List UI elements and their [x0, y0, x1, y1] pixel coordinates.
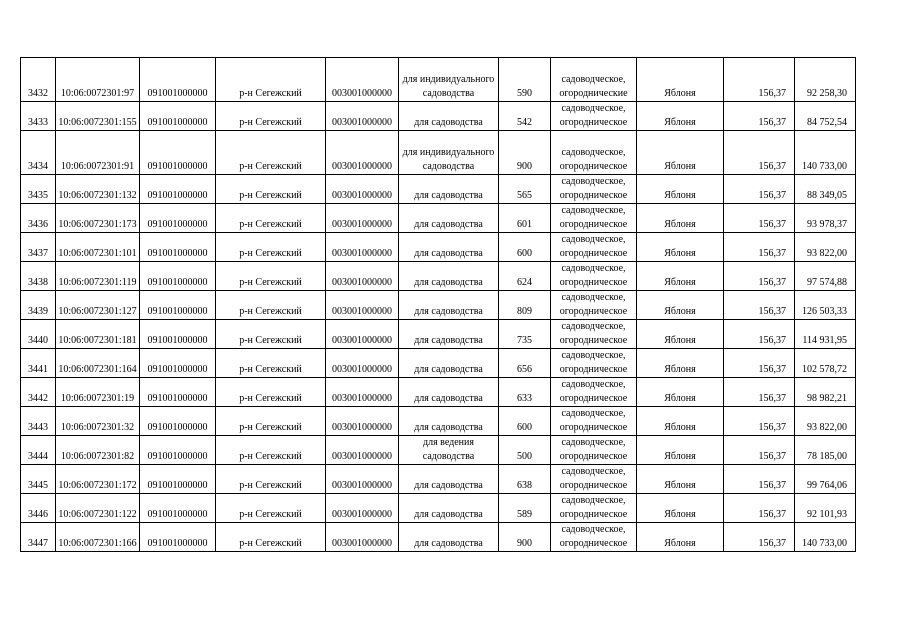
settlement-code: 003001000000	[326, 523, 399, 552]
land-area: 565	[499, 175, 551, 204]
oktmo-code: 091001000000	[140, 204, 216, 233]
cadastral-number: 10:06:0072301:132	[56, 175, 140, 204]
settlement-code: 003001000000	[326, 58, 399, 102]
specific-value: 156,37	[724, 349, 795, 378]
specific-value: 156,37	[724, 465, 795, 494]
district-name: р-н Сегежский	[216, 291, 326, 320]
oktmo-code: 091001000000	[140, 291, 216, 320]
district-name: р-н Сегежский	[216, 494, 326, 523]
crop-name: Яблоня	[637, 262, 724, 291]
cadastral-number: 10:06:0072301:164	[56, 349, 140, 378]
permitted-use: для садоводства	[399, 349, 499, 378]
row-number: 3436	[21, 204, 56, 233]
land-category: садоводческое, огородническое	[551, 131, 637, 175]
row-number: 3439	[21, 291, 56, 320]
oktmo-code: 091001000000	[140, 58, 216, 102]
row-number: 3440	[21, 320, 56, 349]
oktmo-code: 091001000000	[140, 407, 216, 436]
cadastral-number: 10:06:0072301:127	[56, 291, 140, 320]
oktmo-code: 091001000000	[140, 436, 216, 465]
table-row	[21, 131, 856, 175]
crop-name: Яблоня	[637, 131, 724, 175]
land-category: садоводческое, огородническое	[551, 436, 637, 465]
permitted-use: для садоводства	[399, 320, 499, 349]
land-category: садоводческое, огородническое	[551, 175, 637, 204]
land-area: 633	[499, 378, 551, 407]
oktmo-code: 091001000000	[140, 131, 216, 175]
oktmo-code: 091001000000	[140, 465, 216, 494]
land-category: садоводческое, огородническое	[551, 378, 637, 407]
specific-value: 156,37	[724, 131, 795, 175]
land-area: 656	[499, 349, 551, 378]
land-category: садоводческое, огородническое	[551, 523, 637, 552]
row-number: 3437	[21, 233, 56, 262]
table-row	[21, 349, 856, 378]
settlement-code: 003001000000	[326, 378, 399, 407]
land-area: 624	[499, 262, 551, 291]
land-category: садоводческое, огородническое	[551, 102, 637, 131]
district-name: р-н Сегежский	[216, 131, 326, 175]
cadastral-value: 88 349,05	[795, 175, 856, 204]
crop-name: Яблоня	[637, 436, 724, 465]
row-number: 3438	[21, 262, 56, 291]
specific-value: 156,37	[724, 378, 795, 407]
crop-name: Яблоня	[637, 407, 724, 436]
cadastral-value: 99 764,06	[795, 465, 856, 494]
cadastral-number: 10:06:0072301:101	[56, 233, 140, 262]
specific-value: 156,37	[724, 175, 795, 204]
settlement-code: 003001000000	[326, 494, 399, 523]
row-number: 3434	[21, 131, 56, 175]
land-area: 735	[499, 320, 551, 349]
row-number: 3433	[21, 102, 56, 131]
permitted-use: для садоводства	[399, 494, 499, 523]
crop-name: Яблоня	[637, 494, 724, 523]
land-area: 542	[499, 102, 551, 131]
cadastral-number: 10:06:0072301:166	[56, 523, 140, 552]
cadastral-number: 10:06:0072301:97	[56, 58, 140, 102]
land-category: садоводческое, огородническое	[551, 204, 637, 233]
land-area: 600	[499, 233, 551, 262]
cadastral-number: 10:06:0072301:155	[56, 102, 140, 131]
specific-value: 156,37	[724, 523, 795, 552]
crop-name: Яблоня	[637, 204, 724, 233]
permitted-use: для индивидуального садоводства	[399, 58, 499, 102]
cadastral-number: 10:06:0072301:172	[56, 465, 140, 494]
specific-value: 156,37	[724, 436, 795, 465]
oktmo-code: 091001000000	[140, 233, 216, 262]
table-row	[21, 320, 856, 349]
cadastral-number: 10:06:0072301:32	[56, 407, 140, 436]
crop-name: Яблоня	[637, 233, 724, 262]
cadastral-number: 10:06:0072301:91	[56, 131, 140, 175]
district-name: р-н Сегежский	[216, 465, 326, 494]
table-row	[21, 407, 856, 436]
land-category: садоводческое, огородническое	[551, 291, 637, 320]
permitted-use: для садоводства	[399, 175, 499, 204]
land-category: садоводческое, огородническое	[551, 262, 637, 291]
cadastral-number: 10:06:0072301:181	[56, 320, 140, 349]
specific-value: 156,37	[724, 233, 795, 262]
table-row	[21, 494, 856, 523]
cadastral-number: 10:06:0072301:119	[56, 262, 140, 291]
land-area: 601	[499, 204, 551, 233]
district-name: р-н Сегежский	[216, 58, 326, 102]
permitted-use: для садоводства	[399, 262, 499, 291]
permitted-use: для садоводства	[399, 233, 499, 262]
cadastral-value: 92 258,30	[795, 58, 856, 102]
specific-value: 156,37	[724, 320, 795, 349]
land-category: садоводческое, огородническое	[551, 465, 637, 494]
cadastral-value: 126 503,33	[795, 291, 856, 320]
settlement-code: 003001000000	[326, 465, 399, 494]
cadastral-value-table	[20, 57, 856, 552]
land-category: садоводческое, огородническое	[551, 349, 637, 378]
land-area: 638	[499, 465, 551, 494]
cadastral-value: 114 931,95	[795, 320, 856, 349]
permitted-use: для садоводства	[399, 378, 499, 407]
settlement-code: 003001000000	[326, 175, 399, 204]
permitted-use: для индивидуального садоводства	[399, 131, 499, 175]
land-category: садоводческое, огороднические	[551, 58, 637, 102]
settlement-code: 003001000000	[326, 204, 399, 233]
table-row	[21, 204, 856, 233]
permitted-use: для садоводства	[399, 407, 499, 436]
row-number: 3447	[21, 523, 56, 552]
land-area: 589	[499, 494, 551, 523]
oktmo-code: 091001000000	[140, 523, 216, 552]
settlement-code: 003001000000	[326, 320, 399, 349]
oktmo-code: 091001000000	[140, 102, 216, 131]
specific-value: 156,37	[724, 291, 795, 320]
table-row	[21, 523, 856, 552]
crop-name: Яблоня	[637, 378, 724, 407]
row-number: 3432	[21, 58, 56, 102]
settlement-code: 003001000000	[326, 233, 399, 262]
cadastral-value: 140 733,00	[795, 523, 856, 552]
crop-name: Яблоня	[637, 175, 724, 204]
district-name: р-н Сегежский	[216, 262, 326, 291]
district-name: р-н Сегежский	[216, 436, 326, 465]
crop-name: Яблоня	[637, 320, 724, 349]
cadastral-number: 10:06:0072301:19	[56, 378, 140, 407]
district-name: р-н Сегежский	[216, 523, 326, 552]
land-area: 590	[499, 58, 551, 102]
row-number: 3444	[21, 436, 56, 465]
oktmo-code: 091001000000	[140, 378, 216, 407]
settlement-code: 003001000000	[326, 436, 399, 465]
row-number: 3445	[21, 465, 56, 494]
oktmo-code: 091001000000	[140, 320, 216, 349]
permitted-use: для садоводства	[399, 102, 499, 131]
table-row	[21, 465, 856, 494]
cadastral-number: 10:06:0072301:173	[56, 204, 140, 233]
district-name: р-н Сегежский	[216, 175, 326, 204]
cadastral-value: 140 733,00	[795, 131, 856, 175]
cadastral-value: 97 574,88	[795, 262, 856, 291]
permitted-use: для ведения садоводства	[399, 436, 499, 465]
cadastral-number: 10:06:0072301:122	[56, 494, 140, 523]
land-area: 809	[499, 291, 551, 320]
row-number: 3441	[21, 349, 56, 378]
table-row	[21, 262, 856, 291]
crop-name: Яблоня	[637, 523, 724, 552]
settlement-code: 003001000000	[326, 102, 399, 131]
permitted-use: для садоводства	[399, 465, 499, 494]
table-row	[21, 436, 856, 465]
land-category: садоводческое, огородническое	[551, 233, 637, 262]
cadastral-value: 93 978,37	[795, 204, 856, 233]
table-row	[21, 291, 856, 320]
cadastral-value: 93 822,00	[795, 407, 856, 436]
table-row	[21, 233, 856, 262]
specific-value: 156,37	[724, 494, 795, 523]
table-row	[21, 58, 856, 102]
cadastral-value: 93 822,00	[795, 233, 856, 262]
table-row	[21, 175, 856, 204]
cadastral-value: 92 101,93	[795, 494, 856, 523]
crop-name: Яблоня	[637, 291, 724, 320]
cadastral-value: 84 752,54	[795, 102, 856, 131]
land-area: 500	[499, 436, 551, 465]
table-row	[21, 102, 856, 131]
district-name: р-н Сегежский	[216, 102, 326, 131]
oktmo-code: 091001000000	[140, 494, 216, 523]
land-area: 900	[499, 131, 551, 175]
specific-value: 156,37	[724, 58, 795, 102]
land-category: садоводческое, огородническое	[551, 407, 637, 436]
crop-name: Яблоня	[637, 58, 724, 102]
cadastral-value: 98 982,21	[795, 378, 856, 407]
district-name: р-н Сегежский	[216, 320, 326, 349]
district-name: р-н Сегежский	[216, 233, 326, 262]
district-name: р-н Сегежский	[216, 204, 326, 233]
district-name: р-н Сегежский	[216, 378, 326, 407]
table-row	[21, 378, 856, 407]
settlement-code: 003001000000	[326, 291, 399, 320]
oktmo-code: 091001000000	[140, 349, 216, 378]
district-name: р-н Сегежский	[216, 407, 326, 436]
specific-value: 156,37	[724, 102, 795, 131]
district-name: р-н Сегежский	[216, 349, 326, 378]
settlement-code: 003001000000	[326, 262, 399, 291]
oktmo-code: 091001000000	[140, 175, 216, 204]
cadastral-value: 102 578,72	[795, 349, 856, 378]
crop-name: Яблоня	[637, 102, 724, 131]
row-number: 3446	[21, 494, 56, 523]
settlement-code: 003001000000	[326, 349, 399, 378]
cadastral-number: 10:06:0072301:82	[56, 436, 140, 465]
land-category: садоводческое, огородническое	[551, 494, 637, 523]
settlement-code: 003001000000	[326, 407, 399, 436]
oktmo-code: 091001000000	[140, 262, 216, 291]
crop-name: Яблоня	[637, 349, 724, 378]
specific-value: 156,37	[724, 204, 795, 233]
crop-name: Яблоня	[637, 465, 724, 494]
row-number: 3435	[21, 175, 56, 204]
permitted-use: для садоводства	[399, 291, 499, 320]
permitted-use: для садоводства	[399, 523, 499, 552]
land-area: 600	[499, 407, 551, 436]
settlement-code: 003001000000	[326, 131, 399, 175]
row-number: 3442	[21, 378, 56, 407]
specific-value: 156,37	[724, 407, 795, 436]
land-area: 900	[499, 523, 551, 552]
permitted-use: для садоводства	[399, 204, 499, 233]
specific-value: 156,37	[724, 262, 795, 291]
row-number: 3443	[21, 407, 56, 436]
cadastral-value: 78 185,00	[795, 436, 856, 465]
land-category: садоводческое, огородническое	[551, 320, 637, 349]
